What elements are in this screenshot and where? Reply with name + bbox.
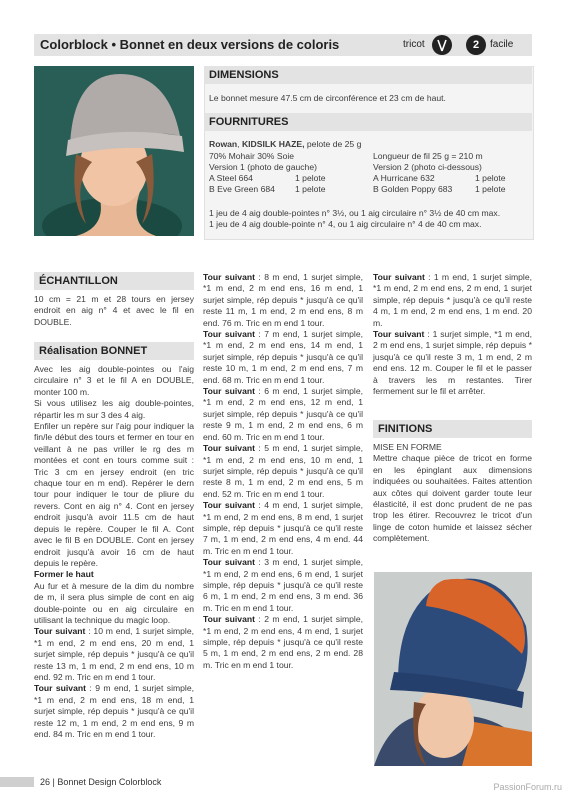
finitions-col [373, 442, 532, 545]
tour-text-4: : 7 m end, 1 surjet simple, *1 m end, 2 m end ens, 14 m end, 1 surjet simple, rép depuis * jusqu'à ce qu'il reste 10 m, 1 m end, 2 m end ens, 7 m end. 68 m. Tric en m end 1 tour. [203, 329, 363, 385]
tour-text-6: : 5 m end, 1 surjet simple, *1 m end, 2 m end ens, 10 m end, 1 surjet simple, rép depuis * jusqu'à ce qu'il reste 8 m, 1 m end, 2 m end ens, 5 m end. 52 m. Tric en m end 1 tour. [203, 443, 363, 499]
footer-bar [0, 777, 34, 787]
fournitures-heading: FOURNITURES [204, 113, 532, 131]
tour-label-3: Tour suivant [203, 272, 255, 282]
tour-label-7: Tour suivant [203, 500, 255, 511]
tour-label-10: Tour suivant [373, 272, 425, 282]
yarn-length: Longueur de fil 25 g = 210 m [373, 151, 483, 161]
tour-label-5: Tour suivant [203, 386, 255, 397]
tour-text-3: : 8 m end, 1 surjet simple, *1 m end, 2 m end ens, 16 m end, 1 surjet simple, rép depuis * jusqu'à ce qu'il reste 11 m, 1 m end, 2 m end ens, 8 m end. 76 m. Tric en m end 1 tour. [203, 272, 363, 328]
version-2-label: Version 2 (photo ci-dessous) [373, 162, 482, 172]
realisation-p2: Si vous utilisez les aig double-pointes, répartir les m sur 3 des 4 aig. [34, 398, 194, 420]
tour-text-1: : 10 m end, 1 surjet simple, *1 m end, 2 m end ens, 20 m end, 1 surjet simple, rép depuis * jusqu'à ce qu'il reste 13 m, 1 m end, 2 m end ens, 10 m end. 92 m. Tric en m end 1 tour. [34, 626, 194, 682]
needles-line-2: 1 jeu de 4 aig double-pointe n° 4, ou 1 aig circulaire n° 4 de 40 cm max. [209, 219, 482, 229]
v1-color-b-qty: 1 pelote [295, 184, 326, 194]
tour-label-6: Tour suivant [203, 443, 255, 454]
level-badge: 2 [466, 35, 486, 55]
v1-color-a: A Steel 664 [209, 173, 253, 183]
tour-label-1: Tour suivant [34, 626, 86, 637]
v1-color-b: B Eve Green 684 [209, 184, 275, 194]
former-heading: Former le haut [34, 569, 94, 580]
needles-line-1: 1 jeu de 4 aig double-pointes n° 3½, ou 1 aig circulaire n° 3½ de 40 cm max. [209, 208, 501, 218]
realisation-p4: Au fur et à mesure de la dim du nombre de m, il sera plus simple de cont en aig double-pointe ou en aig circulaire en utilisant la technique du magic loop. [34, 580, 194, 625]
yarn-name: KIDSILK HAZE, [241, 139, 305, 149]
echantillon-heading: ÉCHANTILLON [34, 272, 194, 290]
realisation-col-2 [203, 272, 363, 671]
yarn-composition: 70% Mohair 30% Soie [209, 151, 295, 161]
watermark: PassionForum.ru [493, 782, 562, 792]
v2-color-b: B Golden Poppy 683 [373, 184, 453, 194]
realisation-p1: Avec les aig double-pointes ou l'aig circulaire n° 3 et le fil A en DOUBLE, monter 100 m. [34, 364, 194, 397]
photo-version-2 [374, 572, 532, 766]
v2-color-a: A Hurricane 632 [373, 173, 435, 183]
title-bar [34, 34, 532, 56]
tour-text-8: : 3 m end, 1 surjet simple, *1 m end, 2 m end ens, 6 m end, 1 surjet simple, rép depuis * jusqu'à ce qu'il reste 6 m, 1 m end, 2 m end ens, 3 m end. 36 m. Tric en m end 1 tour. [203, 557, 363, 613]
page-title: Colorblock • Bonnet en deux versions de coloris [40, 37, 340, 52]
v1-color-a-qty: 1 pelote [295, 173, 326, 183]
finitions-subheading: MISE EN FORME [373, 442, 442, 452]
realisation-col-3 [373, 272, 532, 397]
tour-text-11: : 1 surjet simple, *1 m end, 2 m end ens, 1 surjet simple, rép depuis * jusqu'à ce qu'il reste 3 m, 1 m end, 2 m end ens. 12 m. Couper le fil et le passer à travers les m restantes. Tirer fermement sur le fil et arrêter. [373, 329, 532, 397]
realisation-col-1 [34, 364, 194, 740]
tour-label-8: Tour suivant [203, 557, 255, 568]
echantillon-text: 10 cm = 21 m et 28 tours en jersey endroit en aig n° 4 et avec le fil en DOUBLE. [34, 294, 194, 327]
version-1-label: Version 1 (photo de gauche) [209, 162, 317, 172]
finitions-heading: FINITIONS [373, 420, 532, 438]
tour-text-9: : 2 m end, 1 surjet simple, *1 m end, 2 m end ens, 4 m end, 1 surjet simple, rép depuis * jusqu'à ce qu'il reste 5 m, 1 m end, 2 m end ens, 2 m end. 28 m. Tric en m end 1 tour. [203, 614, 363, 670]
tour-text-7: : 4 m end, 1 surjet simple, *1 m end, 2 m end ens, 8 m end, 1 surjet simple, rép depuis * jusqu'à ce qu'il reste 7 m, 1 m end, 2 m end ens, 4 m end. 44 m. Tric en m end 1 tour. [203, 500, 363, 556]
page-footer: 26 | Bonnet Design Colorblock [40, 777, 162, 787]
tour-text-2: : 9 m end, 1 surjet simple, *1 m end, 2 m end ens, 18 m end, 1 surjet simple, rép depuis * jusqu'à ce qu'il reste 12 m, 1 m end, 2 m end ens, 9 m end. 84 m. Tric en m end 1 tour. [34, 683, 194, 739]
realisation-heading: Réalisation BONNET [34, 342, 194, 360]
yarn-brand: Rowan [209, 139, 238, 149]
photo-version-1 [34, 66, 194, 236]
tour-text-5: : 6 m end, 1 surjet simple, *1 m end, 2 m end ens, 12 m end, 1 surjet simple, rép depuis * jusqu'à ce qu'il reste 9 m, 1 m end, 2 m end ens, 6 m end. 60 m. Tric en m end 1 tour. [203, 386, 363, 442]
tour-label-4: Tour suivant [203, 329, 255, 340]
craft-label: tricot [403, 39, 425, 50]
yarn-line: Rowan, KIDSILK HAZE, pelote de 25 g [209, 139, 362, 149]
v2-color-b-qty: 1 pelote [475, 184, 506, 194]
tour-label-9: Tour suivant [203, 614, 255, 625]
tour-text-10: : 1 m end, 1 surjet simple, *1 m end, 2 m end ens, 2 m end, 1 surjet simple, rép depuis * jusqu'à ce qu'il reste 4 m, 1 m end, 2 m end ens, 1 m end. 20 m. [373, 272, 532, 328]
tour-label-11: Tour suivant [373, 329, 425, 340]
tour-label-2: Tour suivant [34, 683, 86, 694]
v2-color-a-qty: 1 pelote [475, 173, 506, 183]
level-label: facile [490, 39, 514, 50]
yarn-weight: pelote de 25 g [306, 139, 362, 149]
dimensions-heading: DIMENSIONS [204, 66, 532, 84]
finitions-text: Mettre chaque pièce de tricot en forme en les épinglant aux dimensions indiquées ou souhaitées. Faites attention aux côtes qui doivent garder toute leur élasticité, il est donc prudent de ne pas trop les étirer. Recouvrez le tricot d'un linge de coton humide et laissez sécher complètement. [373, 453, 532, 544]
realisation-p3: Enfiler un repère sur l'aig pour indiquer la fin/le début des tours et fermer en tour en veillant à ne pas vriller le rg des m montées et cont en tours comme suit : Tric 3 cm en jersey endroit (en tric chaque tour en m end). Repérer le dern tour pour indiquer le tour de pliure du revers. Cont en aig n° 4. Cont en jersey endroit jusqu'à avoir 11.5 cm de haut depuis le repère. Couper le fil A. Cont avec le fil B en DOUBLE. Cont en jersey endroit jusqu'à avoir 16 cm de haut depuis le repère. [34, 421, 194, 568]
dimensions-text: Le bonnet mesure 47.5 cm de circonférence et 23 cm de haut. [209, 93, 446, 103]
knitting-needles-icon [432, 35, 452, 55]
